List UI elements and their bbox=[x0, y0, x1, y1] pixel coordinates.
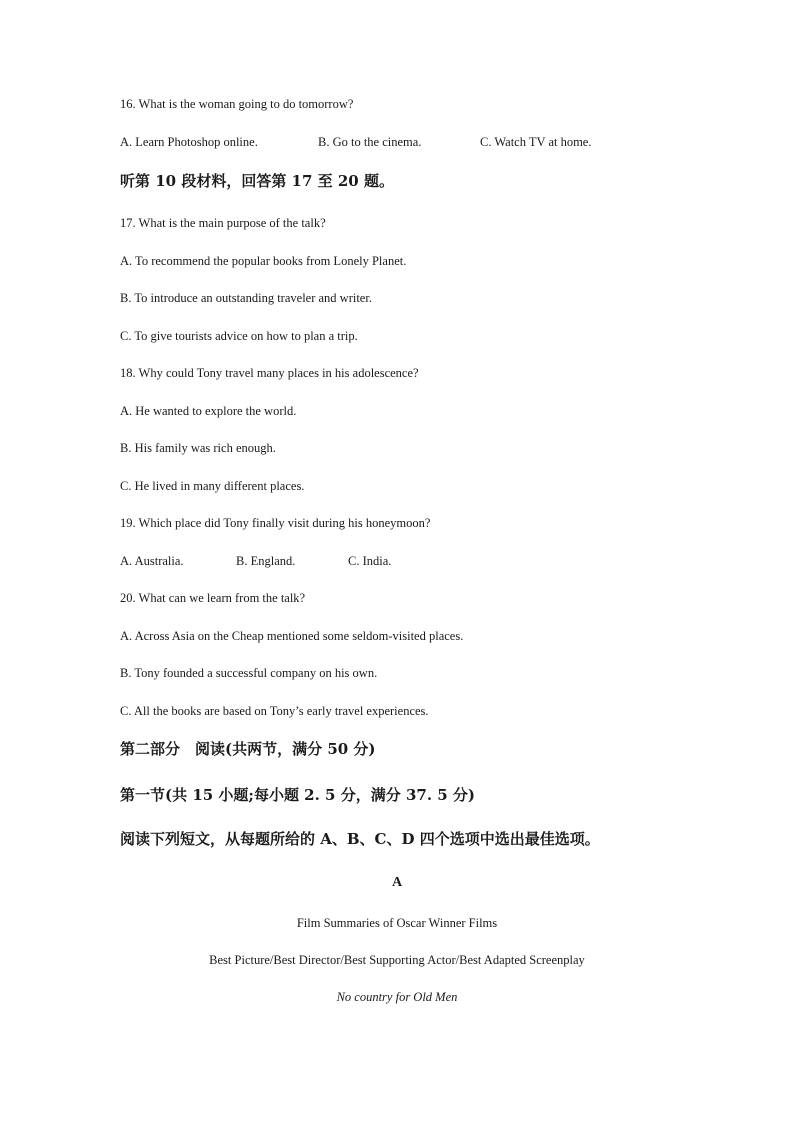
q17-option-c: C. To give tourists advice on how to plan a trip. bbox=[120, 329, 358, 343]
q16-option-b: B. Go to the cinema. bbox=[318, 135, 422, 149]
q17-question: 17. What is the main purpose of the talk? bbox=[120, 216, 326, 230]
passage-letter: A bbox=[391, 875, 403, 890]
q18-option-a: A. He wanted to explore the world. bbox=[120, 404, 297, 418]
passage-title: Film Summaries of Oscar Winner Films bbox=[296, 916, 498, 930]
q19-question: 19. Which place did Tony finally visit during his honeymoon? bbox=[120, 516, 431, 530]
q19-option-b: B. England. bbox=[236, 554, 296, 568]
q18-option-c: C. He lived in many different places. bbox=[120, 479, 305, 493]
section10-heading: 听第 10 段材料，回答第 17 至 20 题。 bbox=[120, 172, 394, 190]
q17-option-a: A. To recommend the popular books from Lonely Planet. bbox=[120, 254, 407, 268]
film-title: No country for Old Men bbox=[336, 990, 458, 1004]
q20-option-b: B. Tony founded a successful company on his own. bbox=[120, 666, 378, 680]
q19-option-a: A. Australia. bbox=[120, 554, 184, 568]
q20-question: 20. What can we learn from the talk? bbox=[120, 591, 306, 605]
q17-option-b: B. To introduce an outstanding traveler and writer. bbox=[120, 291, 372, 305]
reading-instruction: 阅读下列短文，从每题所给的 A、B、C、D 四个选项中选出最佳选项。 bbox=[120, 830, 600, 848]
q16-option-c: C. Watch TV at home. bbox=[480, 135, 592, 149]
q16-option-a: A. Learn Photoshop online. bbox=[120, 135, 258, 149]
q18-option-b: B. His family was rich enough. bbox=[120, 441, 276, 455]
part2-heading: 第二部分 阅读(共两节，满分 50 分) bbox=[120, 740, 376, 758]
q18-question: 18. Why could Tony travel many places in his adolescence? bbox=[120, 366, 419, 380]
q20-option-a: A. Across Asia on the Cheap mentioned some seldom-visited places. bbox=[120, 629, 464, 643]
q16-question: 16. What is the woman going to do tomorrow? bbox=[120, 97, 354, 111]
awards-line: Best Picture/Best Director/Best Supporting Actor/Best Adapted Screenplay bbox=[209, 953, 585, 967]
q20-option-c: C. All the books are based on Tony’s early travel experiences. bbox=[120, 704, 429, 718]
section1-heading: 第一节(共 15 小题;每小题 2. 5 分，满分 37. 5 分) bbox=[120, 786, 476, 804]
q19-option-c: C. India. bbox=[348, 554, 392, 568]
